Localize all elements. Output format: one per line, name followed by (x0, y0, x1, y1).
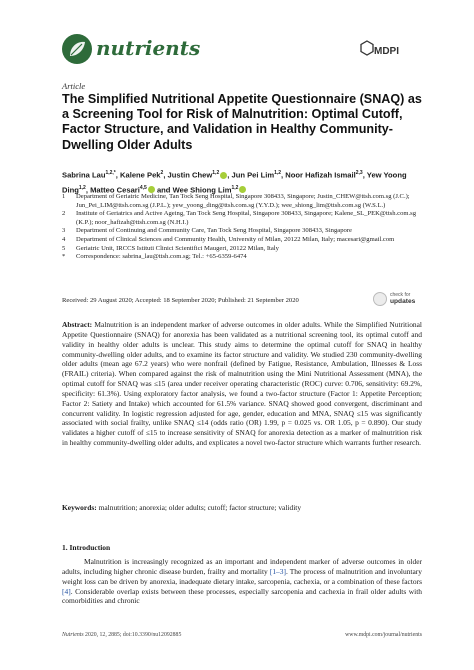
journal-header (62, 34, 412, 68)
citation-link-1[interactable]: [1–3] (269, 566, 286, 576)
author-affiliation-marker: 2,3 (355, 170, 363, 176)
affiliation-number: 1 (62, 193, 66, 200)
author-separator: , (281, 170, 286, 180)
author-name[interactable]: Kalene Pek (120, 170, 161, 180)
section-heading: 1. Introduction (62, 543, 111, 552)
leaf-logo-icon (62, 34, 92, 64)
author-affiliation-marker: 4,5 (139, 184, 147, 191)
keywords-text: malnutrition; anorexia; older adults; cutoff; factor structure; validity (98, 503, 302, 512)
abstract-label: Abstract: (62, 320, 93, 329)
author-affiliation-marker: 1,2 (274, 170, 282, 176)
intro-paragraph (62, 557, 422, 606)
affiliation-number: 2 (62, 210, 66, 218)
affiliation-list (62, 193, 422, 262)
journal-name[interactable]: nutrients (96, 36, 201, 60)
author-separator: , (85, 185, 91, 195)
author-affiliation-marker: 1,2,* (105, 170, 116, 176)
affiliation-item (62, 253, 422, 262)
article-title: The Simplified Nutritional Appetite Questionnaire (SNAQ) as a Screening Tool for Risk of Malnutrition: Optimal Cutoff, Factor Structure, and Validation in Healthy Community-Dwelling Older Adults (62, 92, 422, 152)
author-affiliation-marker: 1,2 (78, 184, 86, 191)
check-updates-line2: updates (390, 298, 416, 305)
affiliation-item (62, 210, 422, 227)
affiliation-item (62, 236, 422, 245)
footer-journal: Nutrients (62, 632, 84, 638)
affiliation-text: Department of Geriatric Medicine, Tan Tock Seng Hospital, Singapore 308433, Singapore; Justin_CHEW@ttsh.com.sg (J.C.); Jun_Pei_LIM@ttsh.com.sg (J.P.L.); yew_yoong_ding@ttsh.com.sg (Y.Y.D.); wee_shiong_lim@ttsh.com.sg (W.S.L.) (76, 193, 410, 209)
article-type: Article (62, 81, 86, 91)
affiliation-number: * (62, 253, 66, 261)
affiliation-item (62, 227, 422, 236)
check-updates-line1: check for (390, 292, 411, 298)
author-separator: , (163, 170, 168, 180)
keywords-label: Keywords: (62, 503, 97, 512)
check-for-updates-button[interactable] (373, 291, 419, 309)
author-separator: , (115, 170, 120, 180)
affiliation-text: Geriatric Unit, IRCCS Istituti Clinici Scientifici Maugeri, 20122 Milan, Italy (76, 244, 279, 252)
author-separator: , (227, 170, 232, 180)
affiliation-text: Correspondence: sabrina_lau@ttsh.com.sg; Tel.: +65-6359-6474 (76, 253, 247, 261)
intro-text-2: . The process of malnutrition and involuntary weight loss can be driven by anorexia, inadequate dietary intake, sarcopenia, cachexia, or a combination of these factors (62, 566, 422, 586)
citation-link-2[interactable]: [4] (62, 586, 71, 596)
author-name[interactable]: Wee Shiong Lim (172, 185, 232, 195)
footer-citation (62, 632, 181, 638)
author-list (62, 167, 422, 196)
affiliation-number: 3 (62, 227, 66, 235)
orcid-icon[interactable] (148, 186, 155, 193)
mdpi-logo-text: MDPI (374, 46, 399, 57)
author-name[interactable]: Matteo Cesari (90, 185, 140, 195)
affiliation-item (62, 193, 422, 210)
author-affiliation-marker: 1,2 (212, 170, 220, 176)
author-name[interactable]: Noor Hafizah Ismail (285, 170, 356, 180)
footer-url[interactable]: www.mdpi.com/journal/nutrients (345, 632, 422, 638)
author-name[interactable]: Yew Yoong Ding (62, 170, 407, 195)
author-affiliation-marker: 2 (160, 170, 164, 176)
author-affiliation-marker: 1,2 (231, 184, 239, 191)
intro-text-1: Malnutrition is increasingly recognized as an important and independent marker of adverse outcomes in older adults, including higher chronic disease burden, frailty and mortality (62, 557, 422, 576)
author-separator: and (154, 185, 173, 195)
intro-text-3: . Considerable overlap exists between these processes, especially sarcopenia and cachexia in frail older adults with comorbidities and chronic (62, 586, 422, 606)
footer-citation-text: 2020, 12, 2885; doi:10.3390/nu12092885 (83, 632, 182, 638)
mdpi-logo[interactable] (360, 38, 412, 64)
check-updates-icon (373, 292, 387, 306)
affiliation-text: Institute of Geriatrics and Active Ageing, Tan Tock Seng Hospital, Singapore 308433, Singapore; Kalene_SL_PEK@ttsh.com.sg (K.P.); noor_hafizah@ttsh.com.sg (N.H.I.) (76, 210, 417, 226)
author-separator: , (362, 170, 367, 180)
keywords (62, 503, 422, 513)
affiliation-number: 5 (62, 244, 66, 252)
author-name[interactable]: Justin Chew (167, 170, 213, 180)
affiliation-number: 4 (62, 235, 66, 243)
affiliation-text: Department of Continuing and Community Care, Tan Tock Seng Hospital, Singapore 308433, Singapore (76, 227, 352, 235)
abstract-text: Malnutrition is an independent marker of adverse outcomes in older adults. While the Simplified Nutritional Appetite Questionnaire (SNAQ) for anorexia has been validated as a nutritional screening tool, its optimal cutoff and validity in healthy older adults is unclear. This study aims to determine the optimal cutoff for SNAQ in healthy community-dwelling older adults, and to examine its factor structure and validity. We studied 230 community-dwelling older adults (mean age 67.2 years) who were nonfrail (defined by Fatigue, Resistance, Ambulation, Illnesses & Loss (FRAIL) criteria). When compared against the risk of malnutrition using the Mini Nutritional Assessment (MNA), the optimal cutoff for SNAQ was ≤15 (area under receiver operating characteristic (ROC) curve: 0.706, sensitivity: 69.2%, specificity: 61.3%). Using exploratory factor analysis, we found a two-factor structure (Factor 1: Appetite Perception; Factor 2: Satiety and Intake) which accounted for 61.5% variance. SNAQ showed good convergent, discriminant and concurrent validity. In logistic regression adjusted for age, gender, education and MNA, SNAQ ≤15 was significantly associated with social frailty, unlike SNAQ ≤14 (odds ratio (OR) 1.99, p = 0.025 vs. OR 1.05, p = 0.890). Our study validates a higher cutoff of ≤15 to increase sensitivity of SNAQ for anorexia detection as a marker of malnutrition risk in healthy community-dwelling older adults, and explicates a novel two-factor structure which warrants further research. (62, 320, 422, 448)
publication-dates: Received: 29 August 2020; Accepted: 18 September 2020; Published: 21 September 2020 (62, 297, 299, 304)
abstract (62, 320, 422, 448)
affiliation-text: Department of Clinical Sciences and Community Health, University of Milan, 20122 Milan, Italy; macesari@gmail.com (76, 235, 395, 243)
affiliation-item (62, 245, 422, 254)
author-name[interactable]: Jun Pei Lim (231, 170, 275, 180)
orcid-icon[interactable] (239, 186, 246, 193)
author-name[interactable]: Sabrina Lau (62, 170, 106, 180)
